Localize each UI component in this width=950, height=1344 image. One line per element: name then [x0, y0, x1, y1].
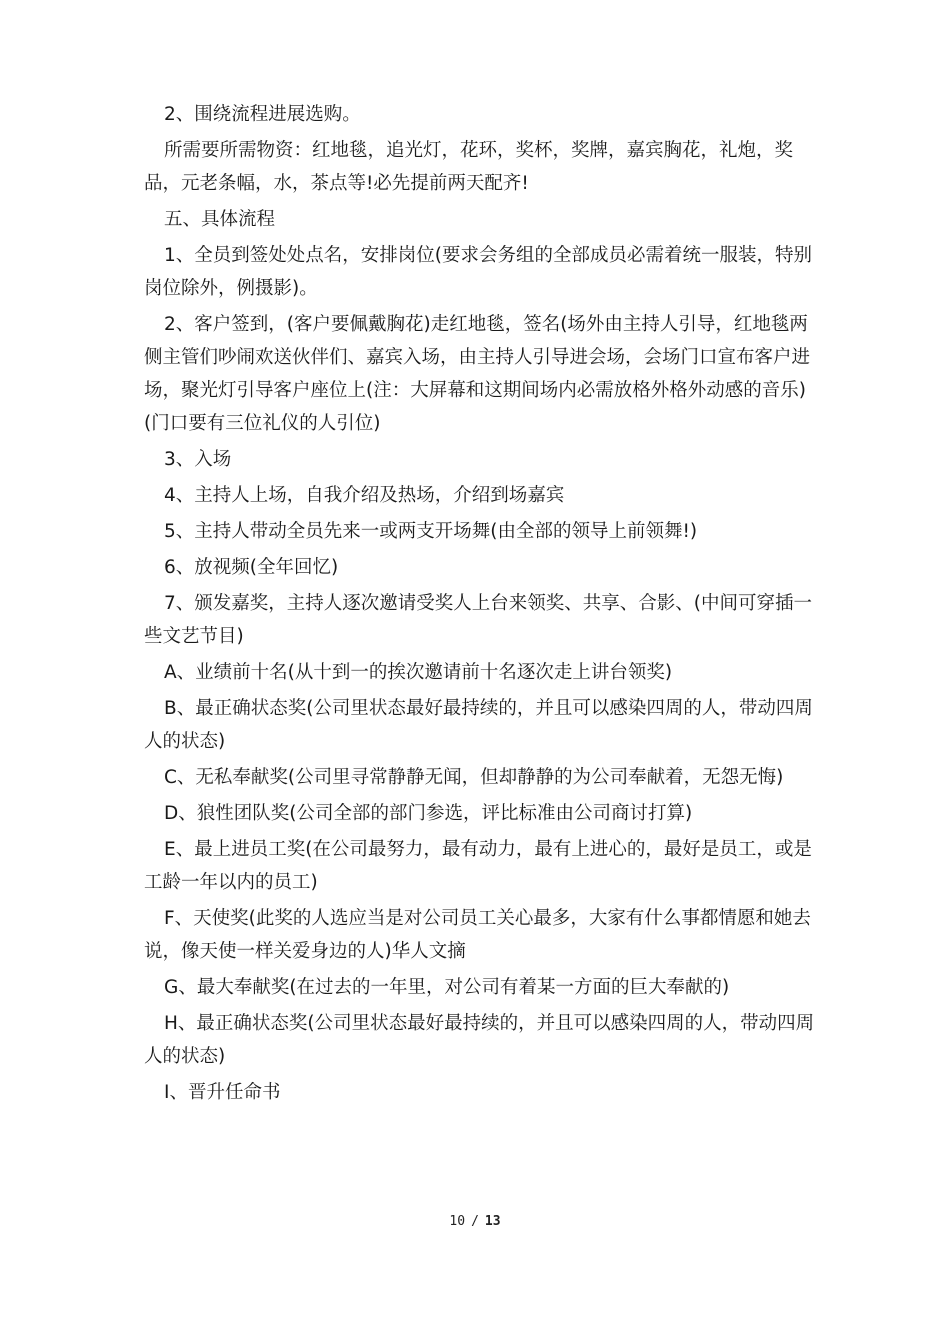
- paragraph: 3、入场: [164, 449, 232, 470]
- current-page-number: 10: [449, 1214, 466, 1229]
- award-item: B、最正确状态奖(公司里状态最好最持续的，并且可以感染四周的人，带动四周人的状态): [144, 698, 813, 752]
- award-item: I、晋升任命书: [164, 1082, 281, 1103]
- award-item: H、最正确状态奖(公司里状态最好最持续的，并且可以感染四周的人，带动四周人的状态): [144, 1013, 815, 1067]
- paragraph: 1、全员到签处处点名，安排岗位(要求会务组的全部成员必需着统一服装，特别岗位除外，例摄影)。: [144, 245, 812, 299]
- paragraph: 6、放视频(全年回忆): [164, 557, 339, 578]
- paragraph: 所需要所需物资：红地毯，追光灯，花环，奖杯，奖牌，嘉宾胸花，礼炮，奖品，元老条幅，水，茶点等!必先提前两天配齐!: [144, 140, 794, 194]
- page-number-footer: [0, 1214, 950, 1229]
- award-item: F、天使奖(此奖的人选应当是对公司员工关心最多，大家有什么事都情愿和她去说，像天使一样关爱身边的人)华人文摘: [144, 908, 811, 962]
- section-heading: 五、具体流程: [164, 209, 276, 230]
- paragraph: 2、围绕流程进展选购。: [164, 104, 361, 125]
- award-item: G、最大奉献奖(在过去的一年里，对公司有着某一方面的巨大奉献的): [164, 977, 730, 998]
- paragraph: 7、颁发嘉奖，主持人逐次邀请受奖人上台来领奖、共享、合影、(中间可穿插一些文艺节目): [144, 593, 812, 647]
- page-separator: /: [471, 1214, 479, 1229]
- award-item: C、无私奉献奖(公司里寻常静静无闻，但却静静的为公司奉献着，无怨无悔): [164, 767, 784, 788]
- award-item: A、业绩前十名(从十到一的挨次邀请前十名逐次走上讲台领奖): [164, 662, 673, 683]
- award-item: E、最上进员工奖(在公司最努力，最有动力，最有上进心的，最好是员工，或是工龄一年以内的员工): [144, 839, 812, 893]
- document-body: [144, 98, 816, 1112]
- total-pages-number: 13: [484, 1214, 501, 1229]
- paragraph: 5、主持人带动全员先来一或两支开场舞(由全部的领导上前领舞!): [164, 521, 698, 542]
- paragraph: 4、主持人上场，自我介绍及热场，介绍到场嘉宾: [164, 485, 565, 506]
- award-item: D、狼性团队奖(公司全部的部门参选，评比标准由公司商讨打算): [164, 803, 693, 824]
- paragraph: 2、客户签到，(客户要佩戴胸花)走红地毯，签名(场外由主持人引导，红地毯两侧主管们吵闹欢送伙伴们、嘉宾入场，由主持人引导进会场，会场门口宣布客户进场，聚光灯引导客户座位上(注：大屏幕和这期间场内必需放格外格外动感的音乐)(门口要有三位礼仪的人引位): [144, 314, 811, 434]
